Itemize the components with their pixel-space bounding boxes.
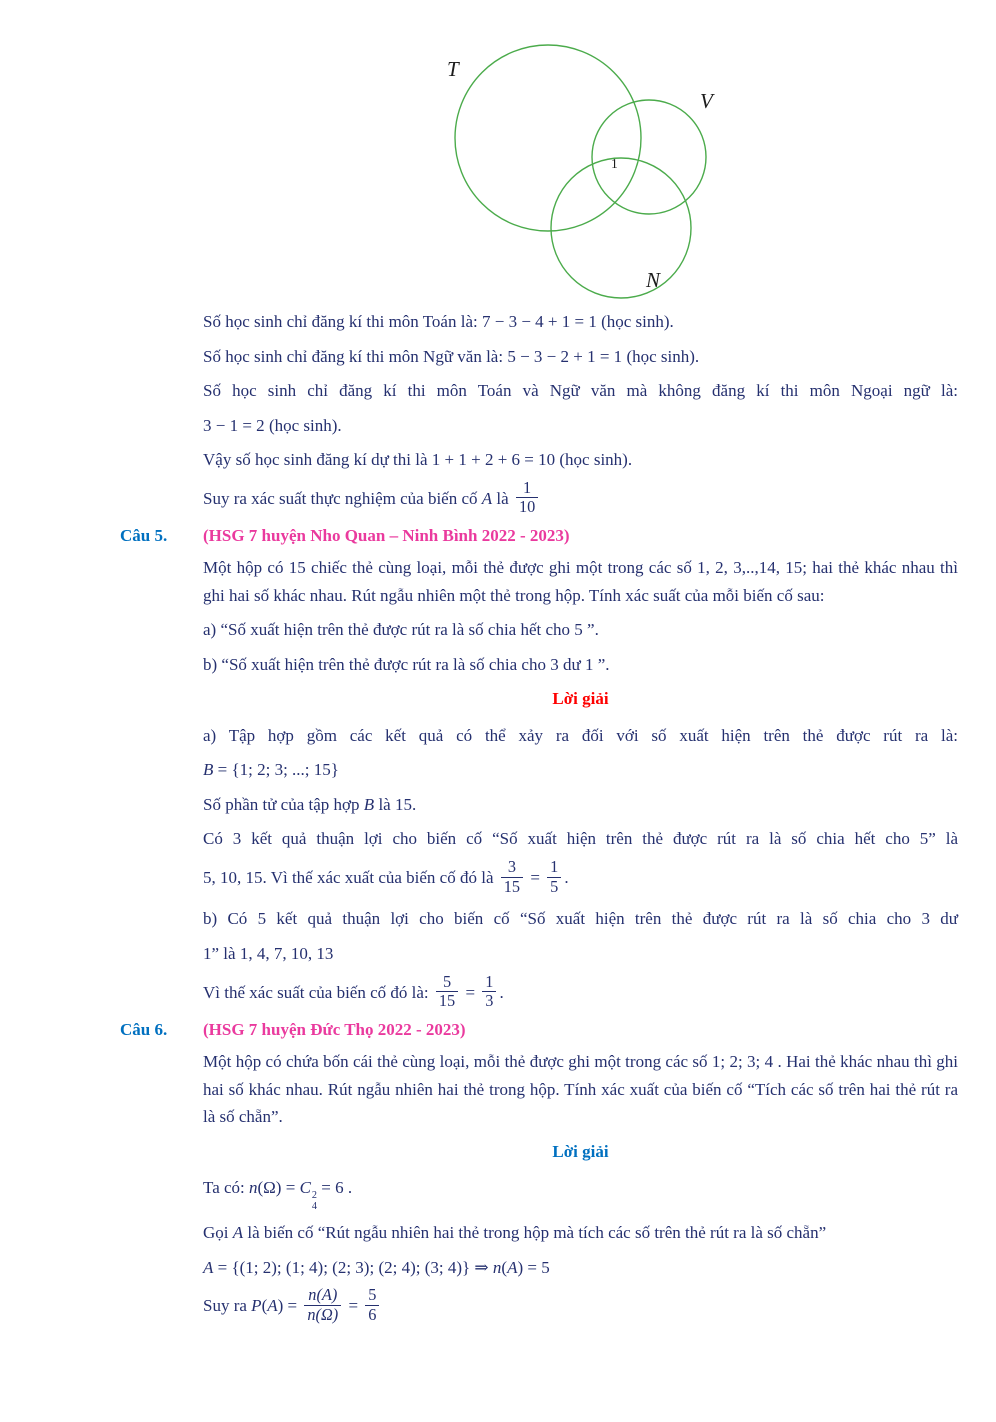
text-segment: 5 − 3 − 2 + 1 = 1 [507, 346, 623, 366]
text-segment: = [344, 1296, 363, 1316]
solution-5a-cardinality [203, 791, 958, 819]
fraction: $\frac{3}{15}$ [501, 858, 523, 897]
text-segment: hai thẻ khác nhau thì ghi hai số khác nhau. Rút ngẫu nhiên một thẻ trong hộp. Tính xác suất của mỗi biến cố sau: [203, 558, 958, 605]
text-segment: kết quả thuận lợi cho biến cố “Số xuất hiện trên thẻ được rút ra là số chia hết cho [241, 829, 920, 849]
fraction: $\frac{5}{6}$ [365, 1286, 379, 1325]
text-segment: (học sinh). [264, 415, 342, 435]
text-segment: ” là [211, 943, 240, 963]
text-segment: Vậy số học sinh đăng kí dự thi là [203, 450, 432, 470]
text-segment: 10 [220, 868, 237, 888]
text-segment: a) Tập hợp gồm các kết quả có thể xảy ra đối với số xuất hiện trên thẻ được rút ra là: [203, 725, 958, 745]
solution-6-event [203, 1219, 958, 1247]
text-segment: ⇒ [474, 1257, 493, 1277]
text-segment: Gọi [203, 1223, 233, 1243]
solution-heading-cau5: Lời giải [552, 689, 609, 709]
text-segment: chiếc thẻ cùng loại, mỗi thẻ được ghi một trong các số [305, 558, 698, 578]
solution-5a-intro [203, 722, 958, 750]
text-segment: , [237, 868, 246, 888]
text-segment: 1, 2, 3,..,14, 15; [697, 558, 807, 578]
fraction: $\frac{1}{5}$ [547, 858, 561, 897]
text-segment: 5 [574, 620, 583, 640]
text-segment: P [251, 1296, 262, 1316]
text-segment: ) = [277, 1296, 302, 1316]
text-segment: 3 [550, 654, 559, 674]
venn-label-t: T [447, 57, 459, 81]
text-segment: Suy ra [203, 1296, 252, 1316]
text-segment: A [232, 1223, 244, 1243]
text-segment: B [363, 794, 375, 814]
question-6-problem [203, 1048, 958, 1131]
text-segment: 15 [288, 558, 306, 578]
question-5-problem [203, 554, 958, 609]
venn-circle-toan [455, 45, 641, 231]
prelude-line-probability [203, 477, 958, 520]
text-segment: = 6 [317, 1178, 344, 1198]
solution-5a-result [203, 856, 958, 899]
fraction: $\frac{n(A)}{n(\Omega)}$ [304, 1286, 341, 1325]
prelude-line-toan [203, 308, 958, 336]
text-segment: ”. [582, 620, 599, 640]
text-segment: 3 − 1 = 2 [203, 415, 265, 435]
text-segment: ”. [593, 654, 610, 674]
text-segment: C [299, 1178, 311, 1198]
question-5-part-a [203, 616, 958, 644]
text-segment: Suy ra xác suất thực nghiệm của biến cố [203, 488, 482, 508]
question-6-source: (HSG 7 huyện Đức Thọ 2022 - 2023) [203, 1020, 466, 1039]
text-segment: . [343, 1178, 353, 1198]
question-6-heading [120, 1020, 958, 1040]
text-segment: là biến cố “Rút ngẫu nhiên hai thẻ trong hộp mà tích các số trên thẻ rút ra là số chẵn” [243, 1223, 827, 1243]
text-segment: 1; 2; 3; 4 [711, 1052, 774, 1071]
superscript-subscript: 2 4 [311, 1189, 317, 1212]
question-5-part-b [203, 651, 958, 679]
text-segment: 5 [919, 829, 929, 849]
text-segment: Một hộp có [203, 558, 289, 578]
text-segment: ) = 5 [517, 1257, 550, 1277]
text-segment: b) “Số xuất hiện trên thẻ được rút ra là số chia cho [203, 654, 551, 674]
prelude-line-total [203, 446, 958, 474]
text-segment: = {(1; 2); (1; 4); (2; 3); (2; 4); (3; 4)} [213, 1257, 475, 1277]
question-5-source: (HSG 7 huyện Nho Quan – Ninh Bình 2022 - 2023) [203, 526, 570, 546]
text-segment: (học sinh). [596, 312, 674, 331]
text-segment: dư [558, 654, 585, 674]
solution-6-probability [203, 1285, 958, 1327]
venn-label-n: N [646, 268, 661, 292]
text-segment: 7 − 3 − 4 + 1 = 1 [481, 312, 597, 331]
text-segment: (Ω) = [257, 1178, 300, 1198]
text-segment: . Hai thẻ khác nhau thì ghi hai số khác nhau. Rút ngẫu nhiên hai thẻ trong hộp. Tính xác xuất của biến cố “Tích các số trên hai thẻ rút ra là số chẵn”. [203, 1052, 959, 1127]
venn-label-v: V [700, 89, 713, 113]
solution-5b-favorable-cont [203, 940, 958, 968]
text-segment: ( [261, 1296, 268, 1316]
venn-center-value: 1 [611, 156, 618, 171]
solution-6-set [203, 1254, 958, 1282]
text-segment: b) Có [203, 909, 258, 929]
fraction: $\frac{5}{15}$ [436, 973, 458, 1012]
venn-circle-van [592, 100, 706, 214]
text-segment: (học sinh). [555, 450, 633, 470]
document-content [0, 308, 996, 1327]
text-segment: B [203, 760, 214, 780]
solution-5b-result [203, 971, 958, 1014]
text-segment: Số phần tử của tập hợp [203, 794, 364, 814]
text-segment: ( [501, 1257, 508, 1277]
text-segment: , [211, 868, 220, 888]
text-segment: . [411, 794, 417, 814]
text-segment: = [461, 982, 480, 1002]
text-segment: là [492, 488, 513, 508]
text-segment: 1, 4, 7, 10, 13 [239, 943, 334, 963]
text-segment: = {1; 2; 3; ...; 15} [213, 760, 339, 780]
text-segment: . Vì thế xác xuất của biến cố đó là [262, 868, 498, 888]
text-segment: Vì thế xác suất của biến cố đó là: [203, 982, 433, 1002]
text-segment: 3 [232, 829, 242, 849]
text-segment: n [492, 1257, 502, 1277]
text-segment: 15 [245, 868, 263, 888]
text-segment: Số học sinh chỉ đăng kí thi môn Toán và Ngữ văn mà không đăng kí thi môn Ngoại ngữ là: [203, 381, 958, 401]
text-segment: A [481, 488, 493, 508]
solution-5b-favorable [203, 905, 958, 933]
text-segment: Số học sinh chỉ đăng kí thi môn Ngữ văn là: [203, 346, 508, 366]
text-segment: 1 [584, 654, 594, 674]
text-segment: 5 [203, 868, 212, 888]
text-segment: Một hộp có chứa bốn cái thẻ cùng loại, mỗi thẻ được ghi một trong các số [203, 1052, 712, 1071]
text-segment: a) “Số xuất hiện trên thẻ được rút ra là số chia hết cho [203, 620, 575, 640]
text-segment: Ta có: [203, 1178, 250, 1198]
text-segment: A [267, 1296, 278, 1316]
text-segment: 1 [203, 943, 212, 963]
text-segment: 1 + 1 + 2 + 6 = 10 [431, 450, 556, 470]
text-segment: A [203, 1257, 214, 1277]
text-segment: 3 [921, 909, 930, 929]
fraction: $\frac{1}{10}$ [516, 479, 538, 518]
prelude-line-both-subjects-cont [203, 412, 958, 440]
venn-diagram [0, 0, 996, 304]
text-segment: ” là [928, 829, 958, 849]
question-5-label: Câu 5. [120, 526, 168, 546]
solution-5a-set [203, 756, 958, 784]
question-6-label: Câu 6. [120, 1020, 168, 1039]
text-segment: A [507, 1257, 518, 1277]
text-segment: 5 [257, 909, 267, 929]
question-5-heading [120, 526, 958, 546]
solution-6-omega [203, 1174, 958, 1212]
text-segment: dư [929, 909, 959, 929]
text-segment: 15 [394, 794, 412, 814]
text-segment: . [564, 868, 569, 888]
text-segment: = [526, 868, 545, 888]
prelude-line-nguvan [203, 343, 958, 371]
text-segment: n [249, 1178, 258, 1198]
prelude-line-both-subjects [203, 377, 958, 405]
solution-5a-favorable [203, 825, 958, 853]
solution-heading-cau6: Lời giải [552, 1141, 609, 1161]
text-segment: là [374, 794, 395, 814]
text-segment: . [499, 982, 504, 1002]
text-segment: (học sinh). [622, 346, 700, 366]
fraction: $\frac{1}{3}$ [482, 973, 496, 1012]
text-segment: Số học sinh chỉ đăng kí thi môn Toán là: [203, 312, 482, 331]
text-segment: Có [203, 829, 233, 849]
text-segment: kết quả thuận lợi cho biến cố “Số xuất hiện trên thẻ được rút ra là số chia cho [266, 909, 922, 929]
